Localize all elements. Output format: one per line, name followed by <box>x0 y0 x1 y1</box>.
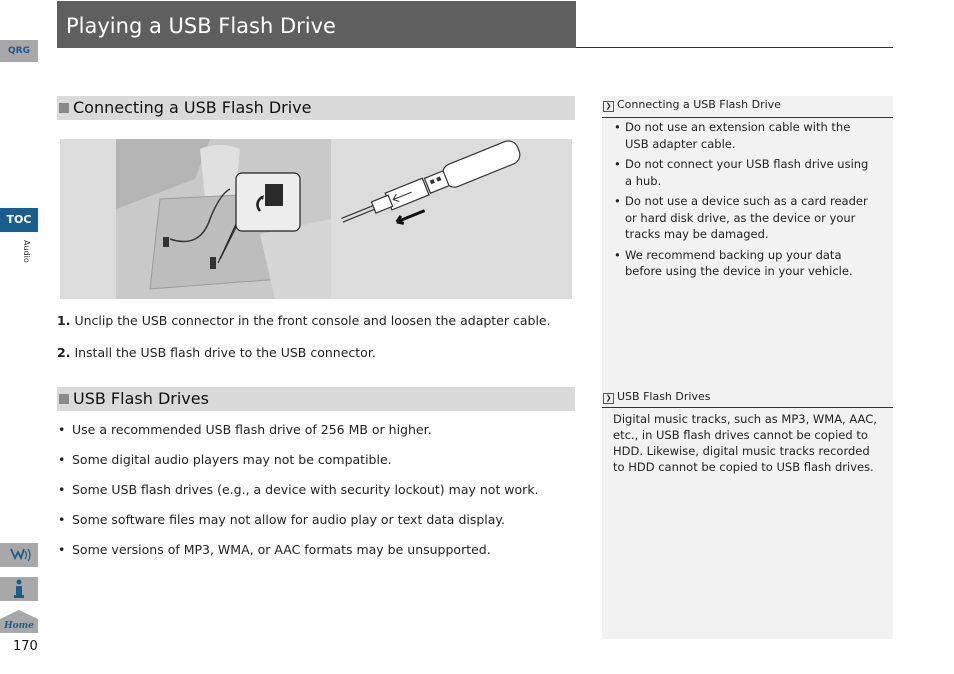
voice-command-icon[interactable] <box>0 543 38 567</box>
list-item: • Use a recommended USB flash drive of 256 MB or higher. <box>58 422 578 452</box>
qrg-tab[interactable]: QRG <box>0 40 38 62</box>
list-item: • Some software files may not allow for audio play or text data display. <box>58 512 578 542</box>
info-icon[interactable] <box>0 577 38 601</box>
heading-square-icon <box>59 103 69 113</box>
list-item: • Some versions of MP3, WMA, or AAC formats may be unsupported. <box>58 542 578 572</box>
connect-heading-text: Connecting a USB Flash Drive <box>73 98 312 117</box>
connect-section-heading <box>57 96 575 120</box>
cross-reference-icon: ❯ <box>603 393 614 404</box>
list-item: • Do not use a device such as a card reader or hard disk drive, as the device or your tracks may be damaged. <box>614 193 872 243</box>
list-item: • Some USB flash drives (e.g., a device with security lockout) may not work. <box>58 482 578 512</box>
drives-section-heading <box>57 387 575 411</box>
section-label: Audio <box>22 240 31 263</box>
step-2-text: Install the USB flash drive to the USB connector. <box>74 345 376 360</box>
list-item: • We recommend backing up your data before using the device in your vehicle. <box>614 247 872 280</box>
drives-bullet-list <box>58 422 578 572</box>
note-divider <box>602 407 893 408</box>
heading-square-icon <box>59 394 69 404</box>
drives-note-title-text: USB Flash Drives <box>617 390 711 403</box>
step-1-number: 1. <box>57 313 71 328</box>
drives-note-title[interactable] <box>603 390 710 404</box>
list-item: • Do not use an extension cable with the USB adapter cable. <box>614 119 872 152</box>
step-1 <box>57 313 551 328</box>
drives-heading-text: USB Flash Drives <box>73 389 209 408</box>
list-item: • Do not connect your USB flash drive using a hub. <box>614 156 872 189</box>
toc-tab[interactable]: TOC <box>0 208 38 232</box>
usb-connection-illustration <box>60 139 572 299</box>
page-title: Playing a USB Flash Drive <box>66 14 336 38</box>
step-1-text: Unclip the USB connector in the front console and loosen the adapter cable. <box>74 313 551 328</box>
home-label: Home <box>4 621 34 631</box>
step-2-number: 2. <box>57 345 71 360</box>
list-item: • Some digital audio players may not be compatible. <box>58 452 578 482</box>
connect-note-list <box>614 119 872 284</box>
note-divider <box>602 117 893 118</box>
cross-reference-icon: ❯ <box>603 101 614 112</box>
title-divider <box>576 47 893 48</box>
connect-note-title-text: Connecting a USB Flash Drive <box>617 98 781 111</box>
drives-note-text: Digital music tracks, such as MP3, WMA, AAC, etc., in USB flash drives cannot be copied to HDD. Likewise, digital music tracks recorded to HDD cannot be copied to USB flash drives. <box>613 412 877 474</box>
home-icon[interactable] <box>0 609 38 633</box>
connect-note-title[interactable] <box>603 98 781 112</box>
page-number: 170 <box>13 639 38 654</box>
step-2 <box>57 345 376 360</box>
